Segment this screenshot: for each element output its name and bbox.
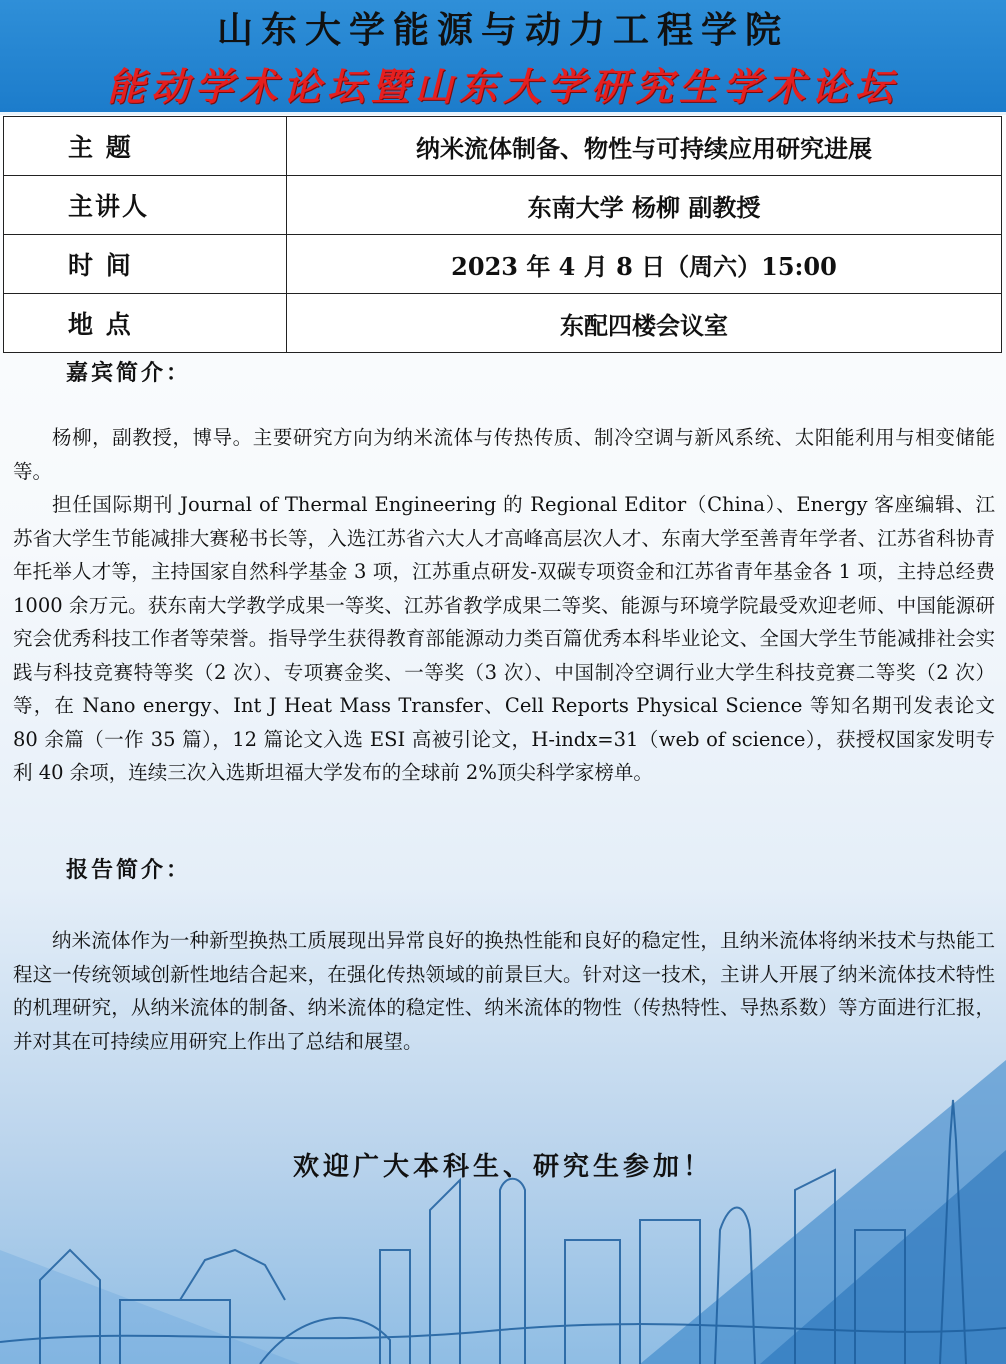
report-heading: 报告简介： — [66, 857, 192, 883]
table-row — [4, 117, 1002, 176]
school-title: 山东大学能源与动力工程学院 — [216, 9, 789, 51]
location-value: 东配四楼会议室 — [287, 294, 1002, 353]
table-row — [4, 294, 1002, 353]
location-label: 地 点 — [4, 294, 287, 353]
guest-heading: 嘉宾简介： — [66, 360, 192, 386]
guest-bio-paragraph: 担任国际期刊 Journal of Thermal Engineering 的 Regional Editor（China）、Energy 客座编辑、江苏省大学生节能减排大赛秘书长等，入选江苏省六大人才高峰高层次人才、东南大学至善青年学者、江苏省科协青年托举人才等，主持国家自然科学基金 3 项，江苏重点研发-双碳专项资金和江苏省青年基金各 1 项，主持总经费 1000 余万元。获东南大学教学成果一等奖、江苏省教学成果二等奖、能源与环境学院最受欢迎老师、中国能源研究会优秀科技工作者等荣誉。指导学生获得教育部能源动力类百篇优秀本科毕业论文、全国大学生节能减排社会实践与科技竞赛特等奖（2 次）、专项赛金奖、一等奖（3 次）、中国制冷空调行业大学生科技竞赛二等奖（2 次）等，在 Nano energy、Int J Heat Mass Transfer、Cell Reports Physical Science 等知名期刊发表论文 80 余篇（一作 35 篇），12 篇论文入选 ESI 高被引论文，H-indx=31（web of science），获授权国家发明专利 40 余项，连续三次入选斯坦福大学发布的全球前 2%顶尖科学家榜单。 — [13, 493, 995, 784]
header-banner — [0, 0, 1006, 115]
info-table — [3, 116, 1002, 353]
speaker-label: 主讲人 — [4, 176, 287, 235]
table-row — [4, 176, 1002, 235]
table-row — [4, 235, 1002, 294]
forum-title: 能动学术论坛暨山东大学研究生学术论坛 — [106, 64, 899, 109]
welcome-message: 欢迎广大本科生、研究生参加！ — [292, 1152, 713, 1182]
guest-intro-paragraph: 杨柳，副教授，博导。主要研究方向为纳米流体与传热传质、制冷空调与新风系统、太阳能利用与相变储能等。 — [13, 426, 995, 483]
speaker-value: 东南大学 杨柳 副教授 — [287, 176, 1002, 235]
topic-label: 主 题 — [4, 117, 287, 176]
time-label: 时 间 — [4, 235, 287, 294]
time-value: 2023 年 4 月 8 日（周六）15:00 — [287, 235, 1002, 294]
report-paragraph: 纳米流体作为一种新型换热工质展现出异常良好的换热性能和良好的稳定性，且纳米流体将纳米技术与热能工程这一传统领域创新性地结合起来，在强化传热领域的前景巨大。针对这一技术，主讲人开展了纳米流体技术特性的机理研究，从纳米流体的制备、纳米流体的稳定性、纳米流体的物性（传热特性、导热系数）等方面进行汇报，并对其在可持续应用研究上作出了总结和展望。 — [13, 929, 995, 1053]
city-skyline-illustration — [0, 1080, 1006, 1364]
topic-value: 纳米流体制备、物性与可持续应用研究进展 — [287, 117, 1002, 176]
